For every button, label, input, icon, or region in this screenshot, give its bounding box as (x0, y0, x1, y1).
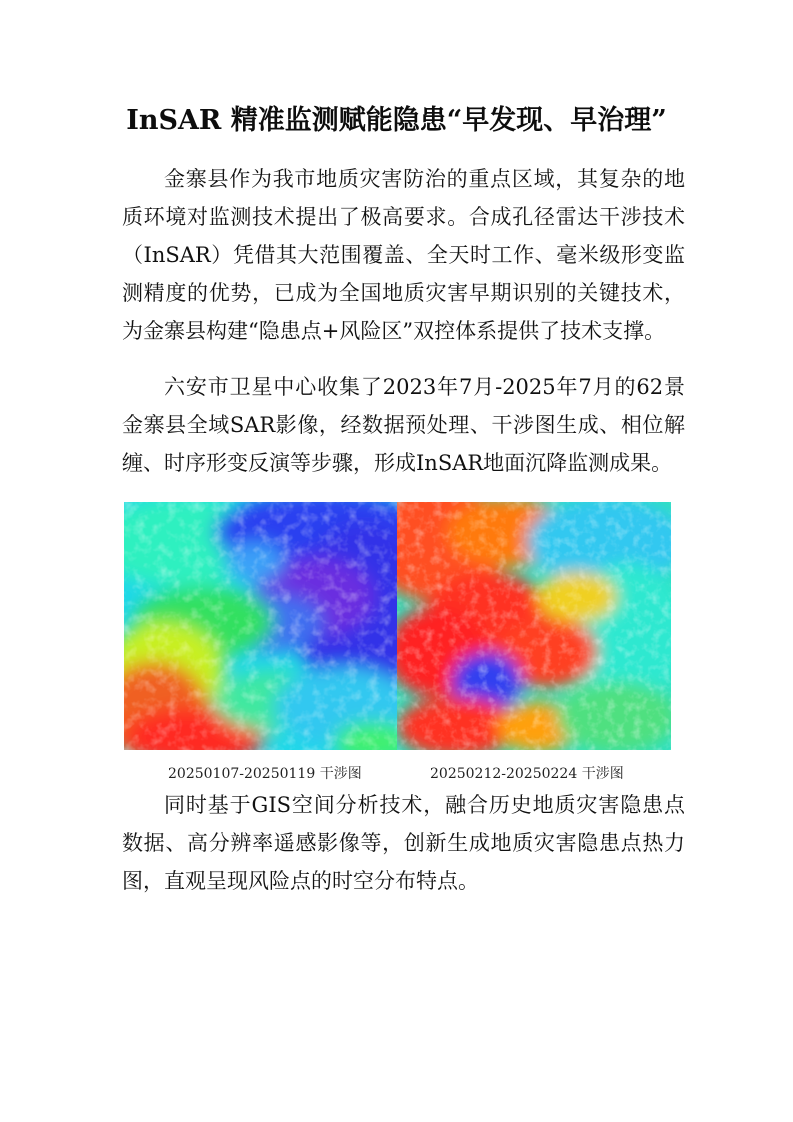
interferogram-image-1 (124, 502, 398, 750)
page-title: InSAR 精准监测赋能隐患“早发现、早治理” (126, 105, 667, 136)
paragraph-data-collection: 六安市卫星中心收集了2023年7月-2025年7月的62景金寨县全域SAR影像，经数据预处理、干涉图生成、相位解缠、时序形变反演等步骤，形成InSAR地面沉降监测成果。 (122, 375, 685, 475)
figure-caption-1: 20250107-20250119 干涉图 (168, 766, 362, 782)
figure-caption-2: 20250212-20250224 干涉图 (430, 766, 624, 782)
paragraph-gis-analysis: 同时基于GIS空间分析技术，融合历史地质灾害隐患点数据、高分辨率遥感影像等，创新生成地质灾害隐患点热力图，直观呈现风险点的时空分布特点。 (122, 793, 685, 893)
interferogram-image-2 (397, 502, 671, 750)
paragraph-intro: 金寨县作为我市地质灾害防治的重点区域，其复杂的地质环境对监测技术提出了极高要求。合成孔径雷达干涉技术（InSAR）凭借其大范围覆盖、全天时工作、毫米级形变监测精度的优势，已成为全国地质灾害早期识别的关键技术，为金寨县构建“隐患点+风险区”双控体系提供了技术支撑。 (122, 167, 685, 343)
